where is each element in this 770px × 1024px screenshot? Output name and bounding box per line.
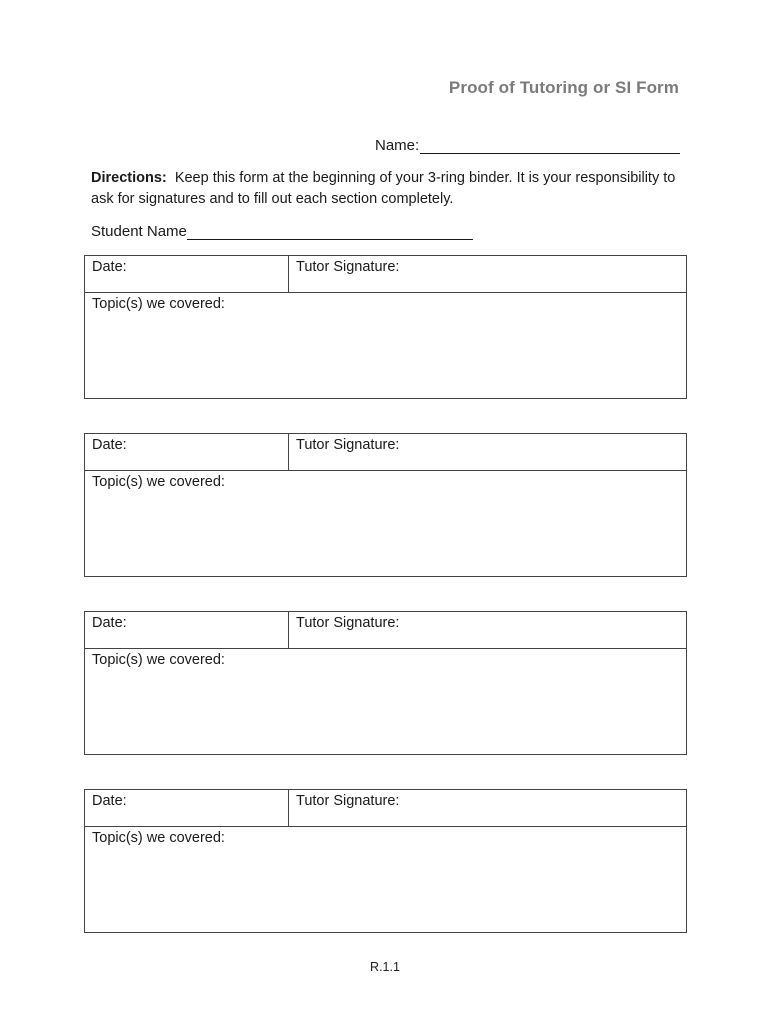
directions-paragraph [91,168,691,210]
form-title: Proof of Tutoring or SI Form [448,78,679,97]
date-label: Date: [92,615,127,631]
date-cell[interactable] [85,434,289,470]
tutor-signature-label: Tutor Signature: [296,437,400,453]
tutor-signature-label: Tutor Signature: [296,259,400,275]
form-revision-code: R.1.1 [370,960,400,974]
topics-label: Topic(s) we covered: [92,474,225,490]
topics-cell[interactable] [85,471,686,490]
tutor-signature-label: Tutor Signature: [296,615,400,631]
tutor-signature-cell[interactable] [289,790,686,826]
tutoring-session-box [84,789,687,933]
topics-cell[interactable] [85,649,686,668]
student-name-field[interactable] [91,223,473,240]
tutoring-session-box [84,255,687,399]
directions-lead: Directions: [91,170,167,186]
topics-cell[interactable] [85,827,686,846]
topics-label: Topic(s) we covered: [92,652,225,668]
date-cell[interactable] [85,612,289,648]
student-name-blank-line[interactable] [187,224,473,240]
name-label: Name: [375,137,420,154]
student-name-label: Student Name [91,223,187,240]
name-blank-line[interactable] [420,138,680,154]
topics-cell[interactable] [85,293,686,312]
topics-label: Topic(s) we covered: [92,296,225,312]
tutor-signature-label: Tutor Signature: [296,793,400,809]
date-cell[interactable] [85,256,289,292]
date-label: Date: [92,793,127,809]
tutor-signature-cell[interactable] [289,434,686,470]
date-cell[interactable] [85,790,289,826]
tutor-signature-cell[interactable] [289,256,686,292]
tutoring-session-box [84,611,687,755]
tutor-signature-cell[interactable] [289,612,686,648]
directions-text: Keep this form at the beginning of your 3-ring binder. It is your responsibility to ask for signatures and to fill out each section completely. [91,170,676,207]
tutoring-session-box [84,433,687,577]
date-label: Date: [92,259,127,275]
date-label: Date: [92,437,127,453]
topics-label: Topic(s) we covered: [92,830,225,846]
name-field[interactable] [375,137,680,154]
